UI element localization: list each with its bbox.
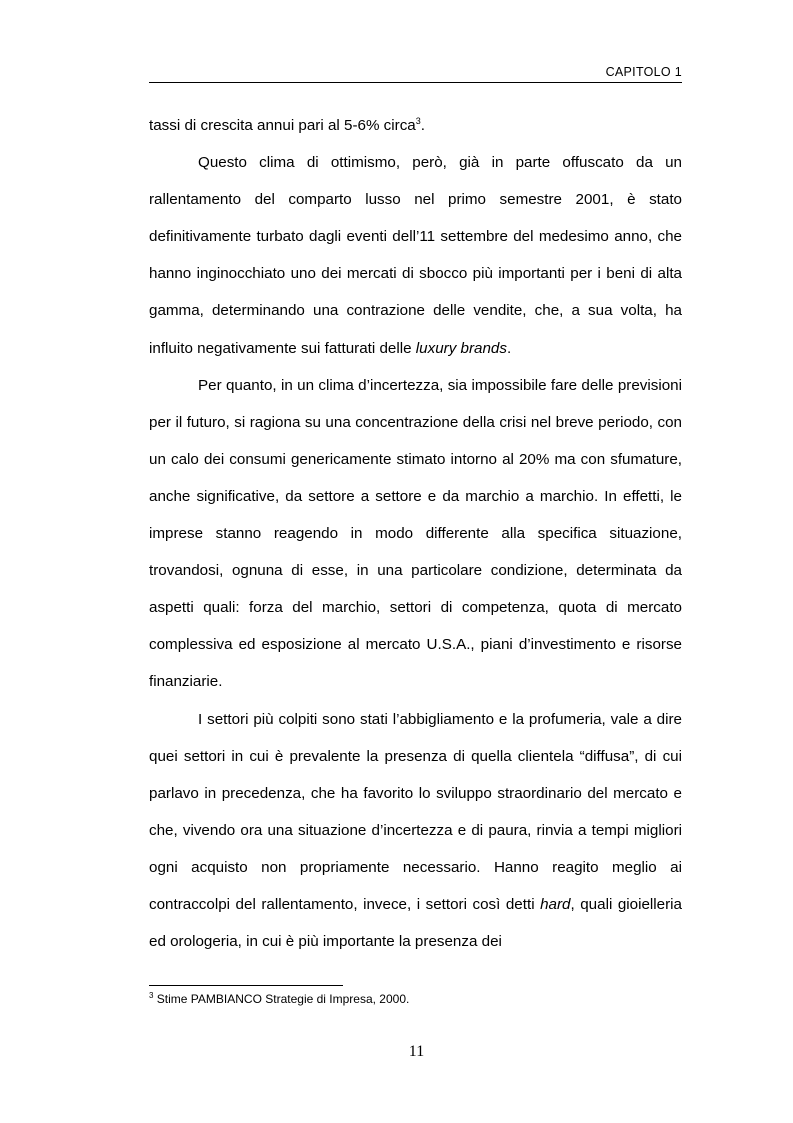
paragraph-4: I settori più colpiti sono stati l’abbigliamento e la profumeria, vale a dire quei settori in cui è prevalente la presenza di quella clientela “diffusa”, di cui parlavo in precedenza, che ha favorito lo sviluppo straordinario del mercato e che, vivendo ora una situazione d’incertezza e di paura, rinvia a tempi migliori ogni acquisto non propriamente necessario. Hanno reagito meglio ai contraccolpi del rallentamento, invece, i settori così detti hard, quali gioielleria ed orologeria, in cui è più importante la presenza dei <box>149 710 682 951</box>
body-text <box>149 107 682 960</box>
footnote-number: 3 <box>149 991 154 1000</box>
chapter-label: CAPITOLO 1 <box>605 65 682 79</box>
paragraph-1: tassi di crescita annui pari al 5-6% circa$^3$. <box>149 115 425 134</box>
page-number: 11 <box>408 1043 425 1060</box>
running-header <box>149 62 682 83</box>
footnote-text: Stime PAMBIANCO Strategie di Impresa, 2000. <box>153 992 410 1006</box>
paragraph-2: Questo clima di ottimismo, però, già in parte offuscato da un rallentamento del comparto lusso nel primo semestre 2001, è stato definitivamente turbato dagli eventi dell’11 settembre del medesimo anno, che hanno inginocchiato uno dei mercati di sbocco più importanti per i beni di alta gamma, determinando una contrazione delle vendite, che, a sua volta, ha influito negativamente sui fatturati delle luxury brands. <box>149 154 682 357</box>
footnote-ref: 3 <box>415 115 421 126</box>
footnote-rule <box>149 985 343 986</box>
paragraph-3: Per quanto, in un clima d’incertezza, sia impossibile fare delle previsioni per il futuro, si ragiona su una concentrazione della crisi nel breve periodo, con un calo dei consumi genericamente stimato intorno al 20% ma con sfumature, anche significative, da settore a settore e da marchio a marchio. In effetti, le imprese stanno reagendo in modo differente alla specifica situazione, trovandosi, ognuna di esse, in una particolare condizione, determinata da aspetti quali: forza del marchio, settori di competenza, quota di mercato complessiva ed esposizione al mercato U.S.A., piani d’investimento e risorse finanziarie. <box>149 376 682 691</box>
footnote <box>149 992 409 1006</box>
